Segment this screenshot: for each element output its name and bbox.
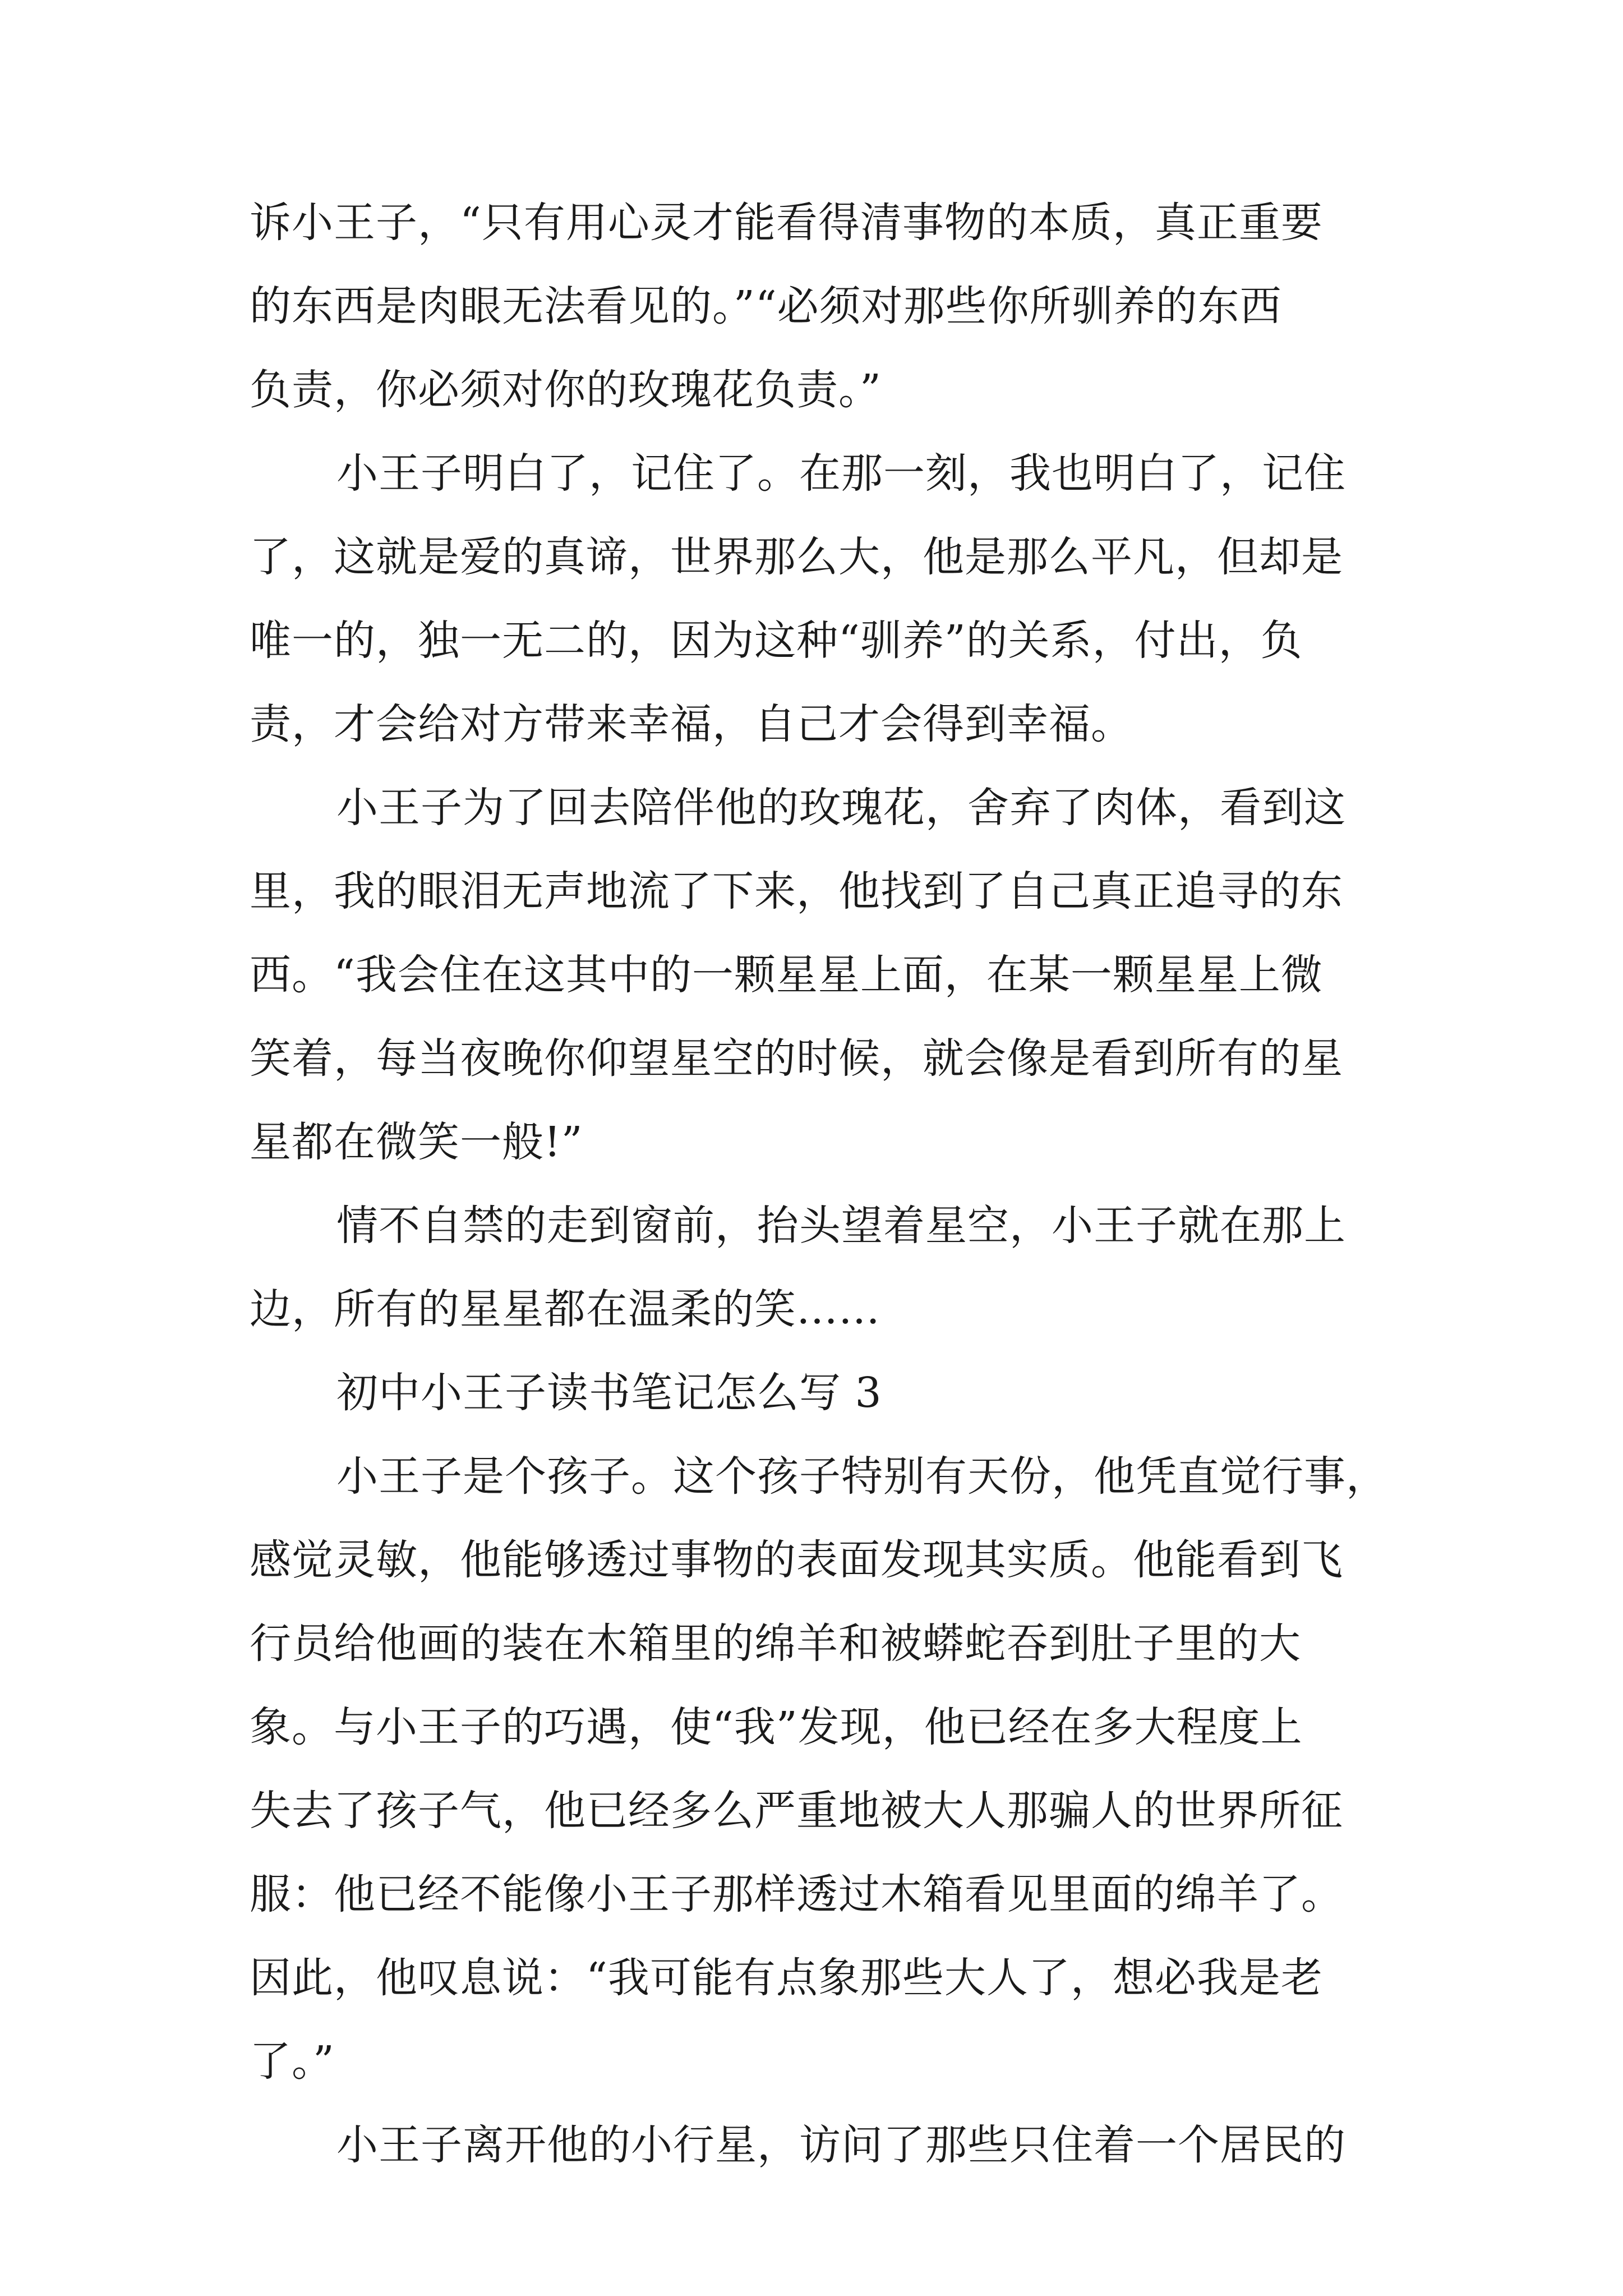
text-line-11: 笑着，每当夜晚你仰望星空的时候，就会像是看到所有的星 [250,1034,1343,1083]
text-line-24: 小王子离开他的小行星，访问了那些只住着一个居民的 [336,2121,1346,2169]
text-line-1: 诉小王子，“只有用心灵才能看得清事物的本质，真正重要 [250,199,1323,247]
text-line-6: 唯一的，独一无二的，因为这种“驯养”的关系，付出，负 [250,616,1303,665]
text-line-4: 小王子明白了，记住了。在那一刻，我也明白了，记住 [336,449,1346,498]
section-heading: 初中小王子读书笔记怎么写 3 [336,1369,882,1417]
text-line-9: 里，我的眼泪无声地流了下来，他找到了自己真正追寻的东 [250,867,1343,915]
text-line-16: 小王子是个孩子。这个孩子特别有天份，他凭直觉行事， [336,1452,1388,1501]
text-line-13: 情不自禁的走到窗前，抬头望着星空，小王子就在那上 [336,1202,1346,1250]
text-line-7: 责，才会给对方带来幸福，自己才会得到幸福。 [250,700,1133,748]
text-line-12: 星都在微笑一般!” [250,1118,583,1166]
text-line-14: 边，所有的星星都在温柔的笑…… [250,1285,880,1333]
text-line-5: 了，这就是爱的真谛，世界那么大，他是那么平凡，但却是 [250,533,1343,581]
text-line-10: 西。“我会住在这其中的一颗星星上面，在某一颗星星上微 [250,951,1323,999]
text-line-3: 负责，你必须对你的玫瑰花负责。” [250,366,882,414]
text-line-22: 因此，他叹息说：“我可能有点象那些大人了，想必我是老 [250,1954,1323,2002]
text-line-8: 小王子为了回去陪伴他的玫瑰花，舍弃了肉体，看到这 [336,784,1346,832]
text-line-18: 行员给他画的装在木箱里的绵羊和被蟒蛇吞到肚子里的大 [250,1619,1301,1668]
text-line-23: 了。” [250,2037,335,2086]
text-line-17: 感觉灵敏，他能够透过事物的表面发现其实质。他能看到飞 [250,1536,1343,1584]
text-line-19: 象。与小王子的巧遇，使“我”发现，他已经在多大程度上 [250,1703,1303,1751]
text-line-21: 服：他已经不能像小王子那样透过木箱看见里面的绵羊了。 [250,1870,1343,1918]
text-line-2: 的东西是肉眼无法看见的。”“必须对那些你所驯养的东西 [250,282,1282,330]
text-line-20: 失去了孩子气，他已经多么严重地被大人那骗人的世界所征 [250,1787,1343,1835]
